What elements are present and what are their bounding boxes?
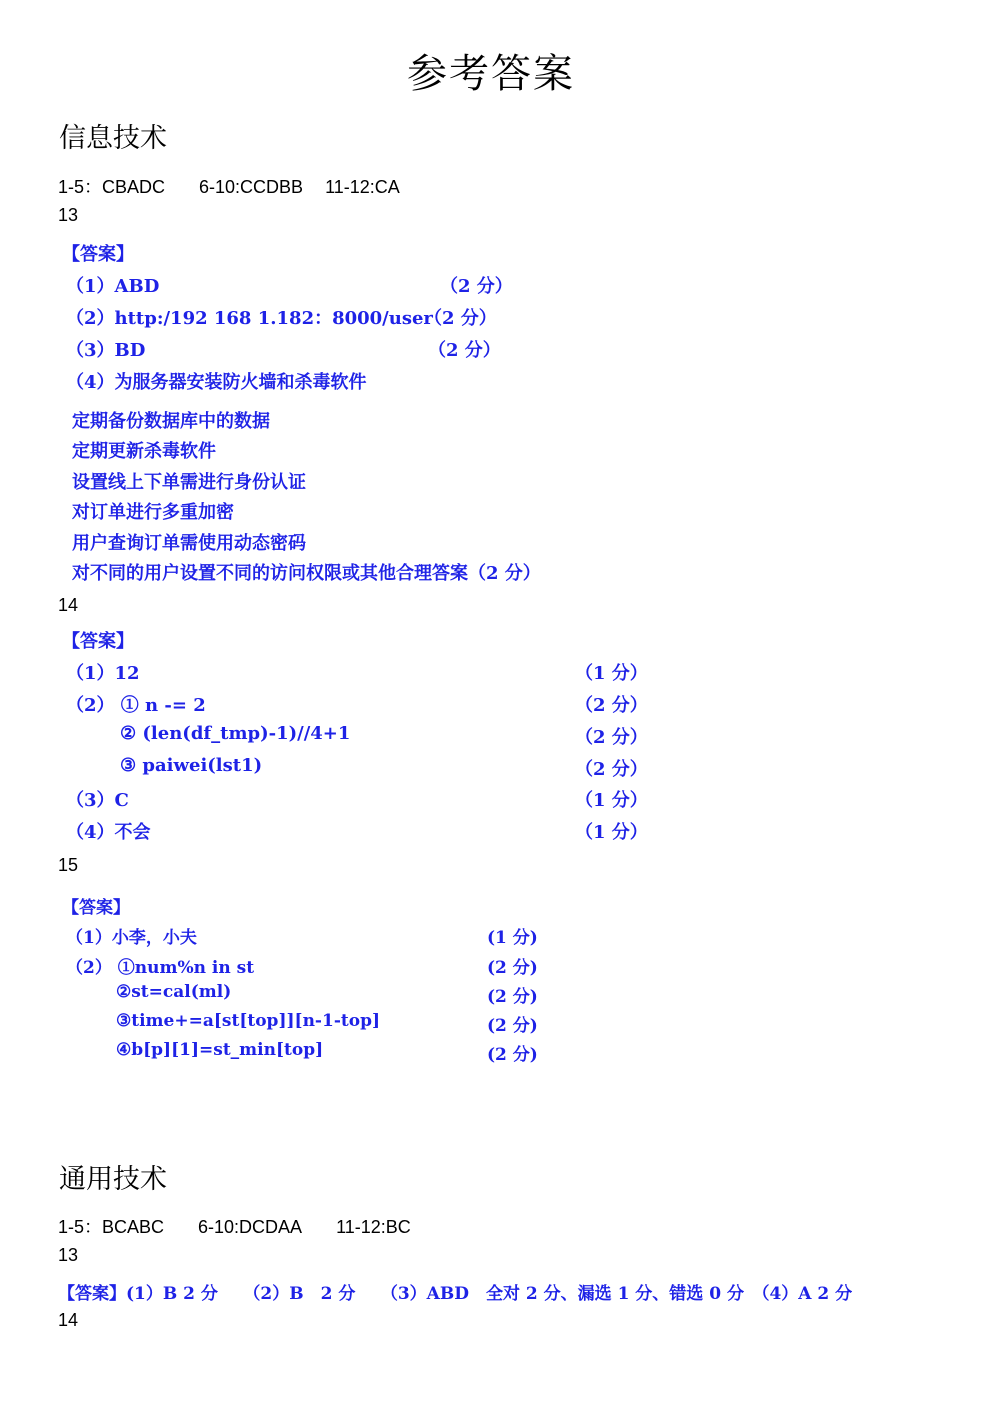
it-mc-11-12: 11-12:CA — [325, 177, 400, 197]
answer-score: (2 分) — [487, 1016, 538, 1036]
answer-line: （1）小李，小夫 — [66, 928, 197, 948]
answer-score: （2 分） — [575, 759, 648, 780]
answer-line: ③time+=a[st[top]][n-1-top] — [116, 1011, 380, 1031]
answer-line: （2） ①num%n in st — [66, 958, 255, 978]
answer-extra-line: 设置线上下单需进行身份认证 — [72, 472, 306, 493]
answer-line: （3）BD — [66, 340, 146, 361]
answer-line: （1）12 — [66, 663, 140, 684]
answer-line: 【答案】(1）B 2 分 （2）B 2 分 （3）ABD 全对 2 分、漏选 1 分、错选 0 分 （4）A 2 分 — [58, 1284, 853, 1304]
section-heading-it: 信息技术 — [59, 123, 167, 154]
answer-line: （4）不会 — [66, 822, 151, 843]
answer-line: ② (len(df_tmp)-1)//4+1 — [120, 723, 351, 744]
answer-score: (1 分) — [487, 928, 538, 948]
answer-extra-line: 定期备份数据库中的数据 — [72, 411, 270, 432]
answer-extra-line: 定期更新杀毒软件 — [72, 441, 216, 462]
page-title: 参考答案 — [407, 51, 575, 97]
answer-score: （2 分） — [440, 276, 513, 297]
answer-line: ③ paiwei(lst1) — [120, 755, 263, 776]
answer-score: （2 分） — [424, 308, 497, 329]
answer-score: (2 分) — [487, 1045, 538, 1065]
question-number: 13 — [58, 1245, 79, 1265]
answer-tag: 【答案】 — [62, 898, 130, 918]
answer-score: （2 分） — [428, 340, 501, 361]
it-multiple-choice — [58, 173, 400, 199]
question-number: 15 — [58, 855, 79, 875]
answer-score: （2 分） — [575, 727, 648, 748]
answer-score: (2 分) — [487, 958, 538, 978]
answer-score: (2 分) — [487, 987, 538, 1007]
answer-extra-line: 用户查询订单需使用动态密码 — [72, 533, 306, 554]
question-number: 14 — [58, 1310, 79, 1330]
answer-score: （2 分） — [575, 695, 648, 716]
it-mc-1-5: 1-5：CBADC — [58, 177, 166, 197]
gt-mc-6-10: 6-10:DCDAA — [198, 1217, 303, 1237]
answer-score: （1 分） — [575, 790, 648, 811]
answer-line: （3）C — [66, 790, 129, 811]
section-heading-gt: 通用技术 — [59, 1164, 167, 1195]
answer-line: （4）为服务器安装防火墙和杀毒软件 — [66, 372, 367, 393]
answer-score: （1 分） — [575, 822, 648, 843]
answer-line: ④b[p][1]=st_min[top] — [116, 1040, 324, 1060]
gt-mc-11-12: 11-12:BC — [336, 1217, 411, 1237]
question-number: 13 — [58, 205, 79, 225]
answer-score: （1 分） — [575, 663, 648, 684]
it-mc-6-10: 6-10:CCDBB — [199, 177, 304, 197]
answer-line: （2） ① n -= 2 — [66, 695, 206, 716]
question-number: 14 — [58, 595, 79, 615]
answer-line: ②st=cal(ml) — [116, 982, 232, 1002]
answer-extra-line: 对不同的用户设置不同的访问权限或其他合理答案（2 分） — [72, 563, 541, 584]
answer-line: （1）ABD — [66, 276, 160, 297]
answer-tag: 【答案】 — [62, 244, 134, 265]
gt-mc-1-5: 1-5：BCABC — [58, 1217, 165, 1237]
gt-multiple-choice — [58, 1213, 411, 1239]
answer-line: （2）http:/192 168 1.182：8000/user — [66, 308, 433, 329]
answer-extra-line: 对订单进行多重加密 — [72, 502, 234, 523]
answer-tag: 【答案】 — [62, 631, 134, 652]
